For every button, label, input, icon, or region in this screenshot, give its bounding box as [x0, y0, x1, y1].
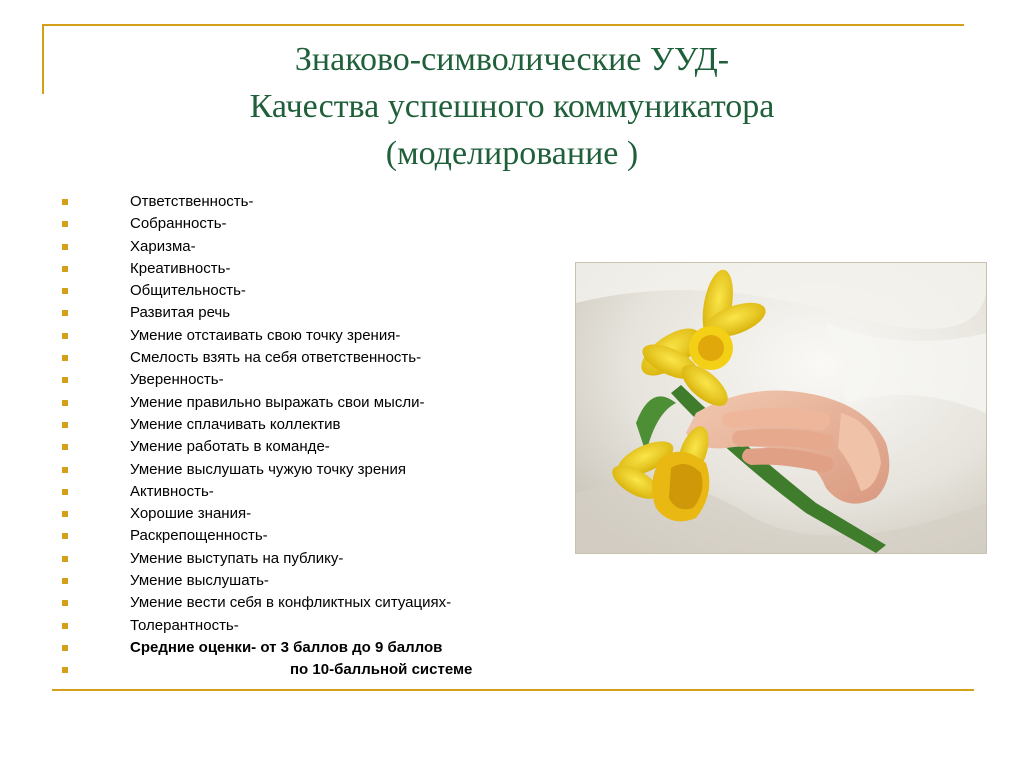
list-item: Умение вести себя в конфликтных ситуациях- [60, 592, 472, 614]
frame-line-top [42, 24, 964, 26]
bullet-icon [62, 266, 68, 272]
bullet-icon [62, 511, 68, 517]
list-item: Толерантность- [60, 615, 472, 637]
title-line-1: Знаково-символические УУД- [294, 41, 730, 78]
qualities-list [60, 191, 472, 682]
bullet-icon [62, 467, 68, 473]
list-item: Собранность- [60, 213, 472, 235]
bullet-icon [62, 556, 68, 562]
list-item: Умение выслушать чужую точку зрения [60, 459, 472, 481]
list-item: Развитая речь [60, 302, 472, 324]
frame-line-left [42, 24, 44, 94]
list-item: Уверенность- [60, 369, 472, 391]
bullet-icon [62, 578, 68, 584]
list-item: Активность- [60, 481, 472, 503]
bullet-icon [62, 310, 68, 316]
bullet-icon [62, 244, 68, 250]
flower-hands-photo [575, 262, 987, 554]
title-line-2: Качества успешного коммуникатора [249, 88, 775, 125]
list-item: Креативность- [60, 258, 472, 280]
list-item-scale: по 10-балльной системе [60, 659, 472, 681]
bullet-icon [62, 623, 68, 629]
bullet-icon [62, 667, 68, 673]
bullet-icon [62, 645, 68, 651]
bullet-icon [62, 288, 68, 294]
list-item: Умение выслушать- [60, 570, 472, 592]
title-line-3: (моделирование ) [385, 135, 639, 172]
list-item: Смелость взять на себя ответственность- [60, 347, 472, 369]
bullet-icon [62, 444, 68, 450]
list-item: Раскрепощенность- [60, 525, 472, 547]
list-item-average-score: Средние оценки- от 3 баллов до 9 баллов [60, 637, 472, 659]
list-item: Умение правильно выражать свои мысли- [60, 392, 472, 414]
bullet-icon [62, 377, 68, 383]
list-item: Хорошие знания- [60, 503, 472, 525]
bullet-icon [62, 333, 68, 339]
bullet-icon [62, 221, 68, 227]
frame-line-bottom [52, 689, 974, 691]
bullet-icon [62, 422, 68, 428]
bullet-icon [62, 533, 68, 539]
bullet-icon [62, 600, 68, 606]
list-item: Общительность- [60, 280, 472, 302]
list-item: Умение работать в команде- [60, 436, 472, 458]
list-item: Умение отстаивать свою точку зрения- [60, 325, 472, 347]
bullet-icon [62, 199, 68, 205]
list-item: Умение выступать на публику- [60, 548, 472, 570]
slide-title [110, 36, 914, 177]
bullet-icon [62, 400, 68, 406]
list-item: Ответственность- [60, 191, 472, 213]
bullet-icon [62, 355, 68, 361]
list-item: Харизма- [60, 236, 472, 258]
flower-hands-illustration [576, 263, 986, 553]
bullet-icon [62, 489, 68, 495]
list-item: Умение сплачивать коллектив [60, 414, 472, 436]
